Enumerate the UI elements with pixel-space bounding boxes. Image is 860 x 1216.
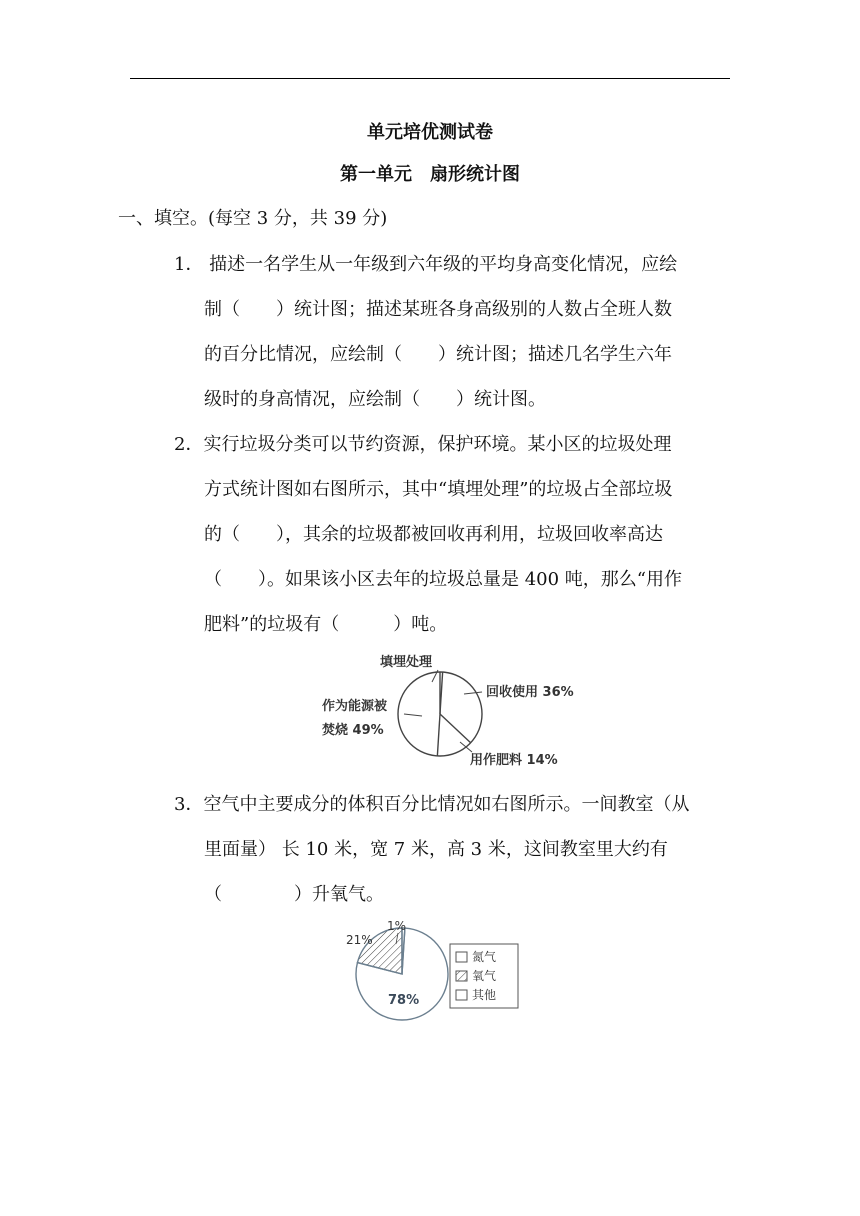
pie-boundary-3 [437, 714, 440, 756]
label-fertilizer: 用作肥料 14% [470, 753, 558, 768]
air-composition-pie-chart [340, 914, 530, 1028]
legend-label-nitrogen: 氮气 [472, 950, 497, 964]
page-subtitle: 第一单元 扇形统计图 [340, 164, 520, 185]
question-line: 级时的身高情况，应绘制（ ）统计图。 [204, 389, 546, 410]
question-line: 3．空气中主要成分的体积百分比情况如右图所示。一间教室（从 [174, 794, 690, 815]
legend-label-other: 其他 [472, 988, 497, 1002]
page-title: 单元培优测试卷 [367, 122, 493, 143]
label-recycle: 回收使用 36% [486, 685, 574, 700]
question-line: 的百分比情况，应绘制（ ）统计图；描述几名学生六年 [204, 344, 672, 365]
value-label-oxygen: 21% [346, 933, 373, 947]
top-rule [130, 78, 730, 79]
question-2 [174, 422, 730, 647]
legend-swatch-oxygen [456, 971, 467, 981]
leader-line [404, 714, 422, 716]
section-heading: 一、填空。(每空 3 分，共 39 分) [118, 208, 388, 229]
label-burn-line1: 作为能源被 [322, 699, 388, 714]
question-line: 的（ ），其余的垃圾都被回收再利用，垃圾回收率高达 [204, 524, 663, 545]
question-line: 制（ ）统计图；描述某班各身高级别的人数占全班人数 [204, 299, 672, 320]
legend-label-oxygen: 氧气 [472, 969, 497, 983]
question-line: （ ）升氧气。 [204, 884, 384, 905]
value-label-nitrogen: 78% [388, 993, 420, 1008]
question-line: （ ）。如果该小区去年的垃圾总量是 400 吨，那么“用作 [204, 569, 682, 590]
question-line: 方式统计图如右图所示，其中“填埋处理”的垃圾占全部垃圾 [204, 479, 673, 500]
garbage-pie-chart [300, 646, 600, 772]
leader-line [464, 692, 482, 694]
pie-slice-boundaries [437, 672, 470, 756]
label-burn-line2: 焚烧 49% [322, 723, 384, 738]
question-line: 1． 描述一名学生从一年级到六年级的平均身高变化情况，应绘 [174, 254, 678, 275]
legend-swatch-nitrogen [456, 952, 467, 962]
label-landfill: 填埋处理 [380, 655, 433, 670]
pie-boundary-2 [440, 714, 471, 743]
question-3 [174, 782, 730, 917]
value-label-other: 1% [387, 919, 407, 933]
question-1 [174, 242, 730, 422]
question-line: 里面量） 长 10 米，宽 7 米，高 3 米，这间教室里大约有 [204, 839, 668, 860]
legend-swatch-other [456, 990, 467, 1000]
question-line: 肥料”的垃圾有（ ）吨。 [204, 614, 448, 635]
question-line: 2．实行垃圾分类可以节约资源，保护环境。某小区的垃圾处理 [174, 434, 672, 455]
